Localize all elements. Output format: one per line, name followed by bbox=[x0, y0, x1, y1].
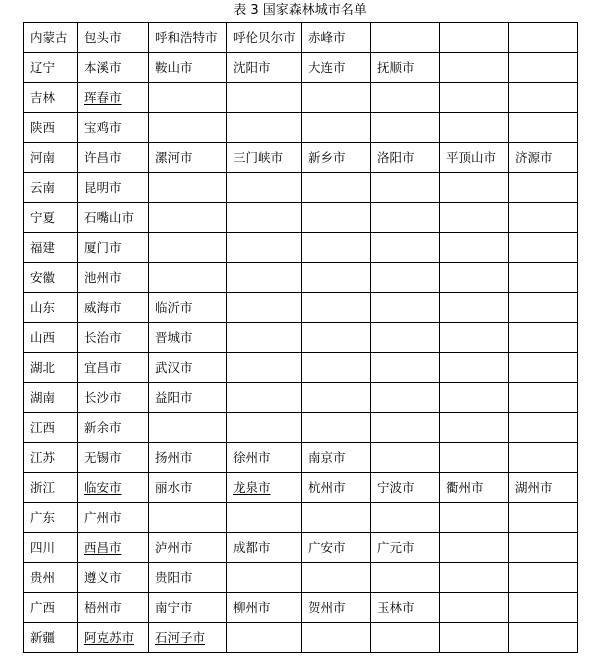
table-row bbox=[24, 443, 578, 473]
empty-cell bbox=[509, 413, 578, 443]
city-cell bbox=[227, 593, 302, 623]
empty-cell bbox=[302, 263, 371, 293]
province-cell: 陕西 bbox=[24, 113, 78, 143]
city-name: 济源市 bbox=[515, 149, 553, 165]
city-cell bbox=[371, 143, 440, 173]
city-name: 本溪市 bbox=[84, 59, 122, 75]
empty-cell bbox=[509, 83, 578, 113]
province-cell: 辽宁 bbox=[24, 53, 78, 83]
empty-cell bbox=[227, 263, 302, 293]
city-name: 漯河市 bbox=[155, 149, 193, 165]
city-name: 抚顺市 bbox=[377, 59, 415, 75]
empty-cell bbox=[302, 623, 371, 653]
table-row bbox=[24, 143, 578, 173]
city-name: 珲春市 bbox=[84, 89, 122, 105]
city-cell bbox=[78, 113, 149, 143]
empty-cell bbox=[371, 83, 440, 113]
empty-cell bbox=[440, 413, 509, 443]
empty-cell bbox=[371, 563, 440, 593]
city-name: 长沙市 bbox=[84, 389, 122, 405]
city-cell bbox=[440, 473, 509, 503]
table-row bbox=[24, 473, 578, 503]
empty-cell bbox=[509, 383, 578, 413]
empty-cell bbox=[509, 203, 578, 233]
province-cell: 广东 bbox=[24, 503, 78, 533]
city-cell bbox=[371, 473, 440, 503]
empty-cell bbox=[149, 233, 227, 263]
province-cell: 四川 bbox=[24, 533, 78, 563]
table-row bbox=[24, 383, 578, 413]
city-cell bbox=[302, 593, 371, 623]
empty-cell bbox=[440, 113, 509, 143]
province-cell: 宁夏 bbox=[24, 203, 78, 233]
city-name: 呼伦贝尔市 bbox=[233, 29, 296, 45]
city-cell bbox=[78, 353, 149, 383]
province-cell: 江苏 bbox=[24, 443, 78, 473]
city-name: 包头市 bbox=[84, 29, 122, 45]
city-name: 平顶山市 bbox=[446, 149, 497, 165]
empty-cell bbox=[227, 173, 302, 203]
empty-cell bbox=[440, 53, 509, 83]
empty-cell bbox=[302, 413, 371, 443]
city-name: 西昌市 bbox=[84, 539, 122, 555]
empty-cell bbox=[302, 323, 371, 353]
city-name: 广安市 bbox=[308, 539, 346, 555]
city-name: 无锡市 bbox=[84, 449, 122, 465]
province-cell: 福建 bbox=[24, 233, 78, 263]
city-cell bbox=[78, 533, 149, 563]
province-cell: 湖北 bbox=[24, 353, 78, 383]
city-name: 武汉市 bbox=[155, 359, 193, 375]
city-name: 南京市 bbox=[308, 449, 346, 465]
city-name: 阿克苏市 bbox=[84, 629, 135, 645]
forest-city-table bbox=[23, 22, 578, 653]
empty-cell bbox=[440, 353, 509, 383]
table-row bbox=[24, 353, 578, 383]
city-name: 杭州市 bbox=[308, 479, 346, 495]
empty-cell bbox=[509, 563, 578, 593]
empty-cell bbox=[227, 203, 302, 233]
city-cell bbox=[302, 443, 371, 473]
city-cell bbox=[149, 353, 227, 383]
city-name: 益阳市 bbox=[155, 389, 193, 405]
city-name: 昆明市 bbox=[84, 179, 122, 195]
empty-cell bbox=[227, 113, 302, 143]
city-name: 沈阳市 bbox=[233, 59, 271, 75]
province-cell: 浙江 bbox=[24, 473, 78, 503]
empty-cell bbox=[440, 173, 509, 203]
city-name: 湖州市 bbox=[515, 479, 553, 495]
empty-cell bbox=[440, 83, 509, 113]
city-name: 池州市 bbox=[84, 269, 122, 285]
city-name: 玉林市 bbox=[377, 599, 415, 615]
city-cell bbox=[302, 143, 371, 173]
city-cell bbox=[78, 323, 149, 353]
empty-cell bbox=[149, 83, 227, 113]
empty-cell bbox=[371, 623, 440, 653]
city-cell bbox=[227, 443, 302, 473]
city-name: 广元市 bbox=[377, 539, 415, 555]
empty-cell bbox=[440, 533, 509, 563]
city-name: 衢州市 bbox=[446, 479, 484, 495]
empty-cell bbox=[227, 83, 302, 113]
city-cell bbox=[227, 23, 302, 53]
empty-cell bbox=[371, 263, 440, 293]
empty-cell bbox=[302, 293, 371, 323]
city-cell bbox=[78, 563, 149, 593]
city-name: 三门峡市 bbox=[233, 149, 284, 165]
empty-cell bbox=[302, 353, 371, 383]
province-cell: 内蒙古 bbox=[24, 23, 78, 53]
empty-cell bbox=[371, 203, 440, 233]
empty-cell bbox=[509, 623, 578, 653]
table-row bbox=[24, 413, 578, 443]
empty-cell bbox=[149, 203, 227, 233]
city-cell bbox=[78, 83, 149, 113]
empty-cell bbox=[509, 263, 578, 293]
city-cell bbox=[78, 53, 149, 83]
empty-cell bbox=[509, 323, 578, 353]
province-cell: 新疆 bbox=[24, 623, 78, 653]
empty-cell bbox=[371, 353, 440, 383]
city-cell bbox=[78, 473, 149, 503]
city-cell bbox=[227, 143, 302, 173]
empty-cell bbox=[302, 383, 371, 413]
empty-cell bbox=[509, 173, 578, 203]
city-name: 长治市 bbox=[84, 329, 122, 345]
province-cell: 广西 bbox=[24, 593, 78, 623]
empty-cell bbox=[302, 563, 371, 593]
empty-cell bbox=[227, 353, 302, 383]
city-cell bbox=[227, 473, 302, 503]
empty-cell bbox=[509, 23, 578, 53]
province-cell: 云南 bbox=[24, 173, 78, 203]
city-name: 成都市 bbox=[233, 539, 271, 555]
table-row bbox=[24, 53, 578, 83]
empty-cell bbox=[371, 23, 440, 53]
city-name: 梧州市 bbox=[84, 599, 122, 615]
city-name: 石嘴山市 bbox=[84, 209, 135, 225]
city-cell bbox=[149, 23, 227, 53]
province-cell: 江西 bbox=[24, 413, 78, 443]
empty-cell bbox=[302, 503, 371, 533]
empty-cell bbox=[440, 323, 509, 353]
city-name: 宁波市 bbox=[377, 479, 415, 495]
empty-cell bbox=[371, 323, 440, 353]
city-cell bbox=[440, 143, 509, 173]
city-cell bbox=[509, 473, 578, 503]
city-name: 鞍山市 bbox=[155, 59, 193, 75]
table-row bbox=[24, 623, 578, 653]
city-name: 许昌市 bbox=[84, 149, 122, 165]
empty-cell bbox=[227, 413, 302, 443]
table-row bbox=[24, 113, 578, 143]
province-cell: 河南 bbox=[24, 143, 78, 173]
city-cell bbox=[78, 293, 149, 323]
province-cell: 吉林 bbox=[24, 83, 78, 113]
empty-cell bbox=[440, 443, 509, 473]
city-cell bbox=[78, 503, 149, 533]
table-row bbox=[24, 503, 578, 533]
province-cell: 安徽 bbox=[24, 263, 78, 293]
table-row bbox=[24, 593, 578, 623]
province-cell: 山西 bbox=[24, 323, 78, 353]
city-cell bbox=[302, 23, 371, 53]
empty-cell bbox=[509, 293, 578, 323]
empty-cell bbox=[302, 173, 371, 203]
empty-cell bbox=[440, 233, 509, 263]
empty-cell bbox=[371, 113, 440, 143]
city-name: 徐州市 bbox=[233, 449, 271, 465]
empty-cell bbox=[149, 263, 227, 293]
city-cell bbox=[227, 533, 302, 563]
empty-cell bbox=[509, 113, 578, 143]
city-name: 威海市 bbox=[84, 299, 122, 315]
empty-cell bbox=[227, 623, 302, 653]
city-cell bbox=[149, 593, 227, 623]
table-row bbox=[24, 263, 578, 293]
empty-cell bbox=[371, 413, 440, 443]
city-cell bbox=[78, 203, 149, 233]
empty-cell bbox=[440, 503, 509, 533]
empty-cell bbox=[509, 593, 578, 623]
table-row bbox=[24, 23, 578, 53]
city-name: 宜昌市 bbox=[84, 359, 122, 375]
empty-cell bbox=[509, 53, 578, 83]
province-cell: 湖南 bbox=[24, 383, 78, 413]
city-cell bbox=[149, 443, 227, 473]
city-name: 临安市 bbox=[84, 479, 122, 495]
city-name: 晋城市 bbox=[155, 329, 193, 345]
city-cell bbox=[149, 623, 227, 653]
city-name: 厦门市 bbox=[84, 239, 122, 255]
city-cell bbox=[371, 53, 440, 83]
empty-cell bbox=[371, 383, 440, 413]
empty-cell bbox=[371, 443, 440, 473]
city-cell bbox=[371, 533, 440, 563]
city-cell bbox=[149, 563, 227, 593]
empty-cell bbox=[440, 563, 509, 593]
city-cell bbox=[371, 593, 440, 623]
table-row bbox=[24, 203, 578, 233]
city-name: 宝鸡市 bbox=[84, 119, 122, 135]
city-name: 石河子市 bbox=[155, 629, 206, 645]
city-cell bbox=[78, 383, 149, 413]
city-cell bbox=[149, 383, 227, 413]
city-cell bbox=[78, 233, 149, 263]
city-cell bbox=[78, 593, 149, 623]
city-name: 贵阳市 bbox=[155, 569, 193, 585]
city-cell bbox=[78, 173, 149, 203]
city-cell bbox=[78, 623, 149, 653]
empty-cell bbox=[302, 233, 371, 263]
table-row bbox=[24, 323, 578, 353]
empty-cell bbox=[149, 113, 227, 143]
empty-cell bbox=[227, 563, 302, 593]
city-cell bbox=[227, 53, 302, 83]
empty-cell bbox=[440, 293, 509, 323]
table-row bbox=[24, 293, 578, 323]
empty-cell bbox=[509, 533, 578, 563]
city-name: 大连市 bbox=[308, 59, 346, 75]
province-cell: 贵州 bbox=[24, 563, 78, 593]
city-name: 遵义市 bbox=[84, 569, 122, 585]
city-cell bbox=[302, 473, 371, 503]
empty-cell bbox=[509, 503, 578, 533]
city-cell bbox=[78, 23, 149, 53]
city-cell bbox=[509, 143, 578, 173]
table-body bbox=[24, 23, 578, 653]
empty-cell bbox=[440, 203, 509, 233]
city-name: 柳州市 bbox=[233, 599, 271, 615]
table-row bbox=[24, 83, 578, 113]
empty-cell bbox=[440, 623, 509, 653]
empty-cell bbox=[440, 263, 509, 293]
city-cell bbox=[149, 473, 227, 503]
city-name: 龙泉市 bbox=[233, 479, 271, 495]
table-row bbox=[24, 563, 578, 593]
city-name: 新乡市 bbox=[308, 149, 346, 165]
empty-cell bbox=[149, 503, 227, 533]
empty-cell bbox=[227, 293, 302, 323]
empty-cell bbox=[371, 233, 440, 263]
empty-cell bbox=[149, 413, 227, 443]
city-cell bbox=[149, 533, 227, 563]
city-name: 呼和浩特市 bbox=[155, 29, 218, 45]
empty-cell bbox=[149, 173, 227, 203]
city-name: 临沂市 bbox=[155, 299, 193, 315]
city-name: 新余市 bbox=[84, 419, 122, 435]
table-row bbox=[24, 173, 578, 203]
empty-cell bbox=[509, 443, 578, 473]
empty-cell bbox=[227, 503, 302, 533]
city-cell bbox=[149, 323, 227, 353]
city-cell bbox=[78, 413, 149, 443]
empty-cell bbox=[227, 323, 302, 353]
empty-cell bbox=[371, 173, 440, 203]
empty-cell bbox=[440, 383, 509, 413]
empty-cell bbox=[440, 593, 509, 623]
empty-cell bbox=[440, 23, 509, 53]
city-cell bbox=[78, 443, 149, 473]
city-cell bbox=[149, 53, 227, 83]
empty-cell bbox=[302, 113, 371, 143]
city-cell bbox=[302, 53, 371, 83]
city-name: 南宁市 bbox=[155, 599, 193, 615]
empty-cell bbox=[509, 353, 578, 383]
city-name: 泸州市 bbox=[155, 539, 193, 555]
city-name: 扬州市 bbox=[155, 449, 193, 465]
city-cell bbox=[78, 143, 149, 173]
empty-cell bbox=[371, 503, 440, 533]
city-cell bbox=[78, 263, 149, 293]
city-name: 广州市 bbox=[84, 509, 122, 525]
empty-cell bbox=[509, 233, 578, 263]
empty-cell bbox=[227, 233, 302, 263]
empty-cell bbox=[371, 293, 440, 323]
table-row bbox=[24, 233, 578, 263]
empty-cell bbox=[227, 383, 302, 413]
province-cell: 山东 bbox=[24, 293, 78, 323]
table-caption: 表 3 国家森林城市名单 bbox=[233, 3, 367, 18]
empty-cell bbox=[302, 203, 371, 233]
city-cell bbox=[149, 293, 227, 323]
city-name: 洛阳市 bbox=[377, 149, 415, 165]
city-cell bbox=[302, 533, 371, 563]
empty-cell bbox=[302, 83, 371, 113]
city-name: 赤峰市 bbox=[308, 29, 346, 45]
city-name: 贺州市 bbox=[308, 599, 346, 615]
city-cell bbox=[149, 143, 227, 173]
city-name: 丽水市 bbox=[155, 479, 193, 495]
table-row bbox=[24, 533, 578, 563]
